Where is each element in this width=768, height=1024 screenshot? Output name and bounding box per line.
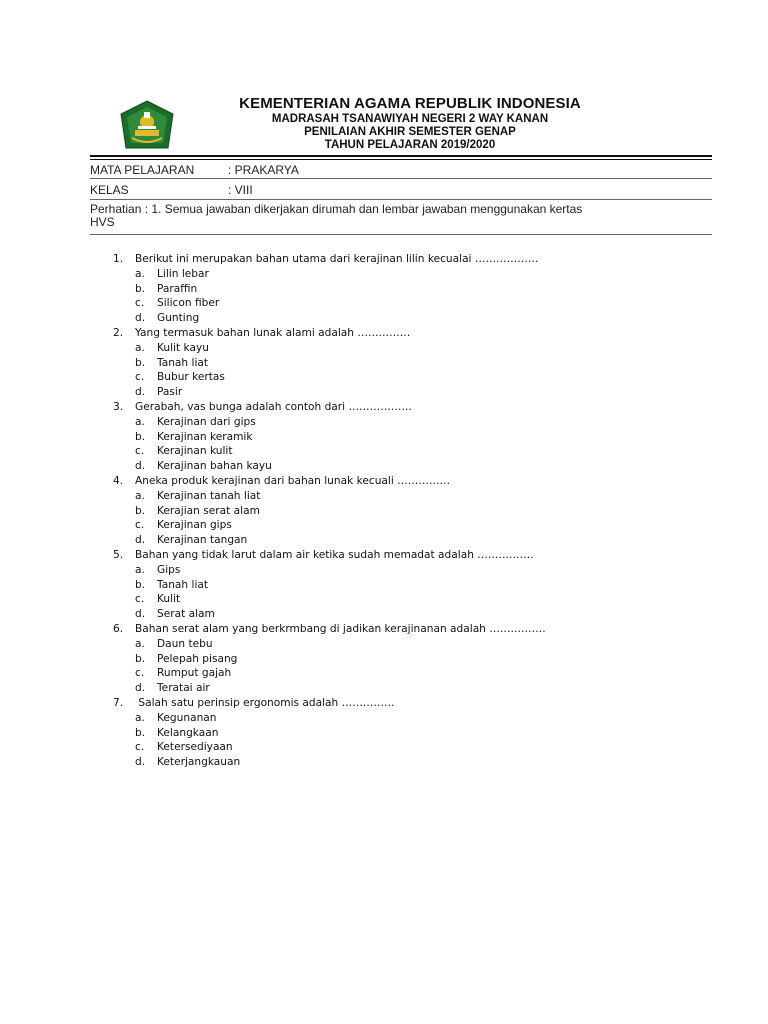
answer-option [113,533,546,548]
question-6 [113,622,546,637]
option-text: Kerajinan dari gips [157,415,256,428]
answer-option [113,385,546,400]
option-letter: b. [135,578,146,591]
option-text: Gips [157,563,181,576]
option-text: Keterjangkauan [157,756,241,769]
question-number: 1. [113,253,124,265]
answer-option [113,504,546,519]
class-value: : VIII [228,183,253,197]
answer-option [113,563,546,578]
option-text: Daun tebu [157,637,213,650]
answer-option [113,740,546,755]
question-text: Bahan serat alam yang berkrmbang di jadikan kerajinanan adalah ……………. [135,622,546,635]
option-text: Lilin lebar [157,267,209,280]
option-text: Serat alam [157,608,215,621]
option-text: Rumput gajah [157,667,232,680]
exam-title: PENILAIAN AKHIR SEMESTER GENAP [304,126,516,138]
question-5 [113,548,546,563]
answer-option [113,681,546,696]
option-letter: c. [135,667,145,680]
question-3 [113,400,546,415]
option-letter: d. [135,756,146,769]
option-text: Kerajinan gips [157,519,232,532]
option-letter: c. [135,593,145,606]
answer-option [113,578,546,593]
answer-option [113,370,546,385]
option-letter: b. [135,652,146,665]
question-number: 2. [113,326,124,339]
option-letter: a. [135,637,145,650]
option-letter: a. [135,489,145,502]
question-4 [113,474,546,489]
question-1 [113,252,546,267]
option-text: Kerajinan bahan kayu [157,460,272,473]
answer-option [113,415,546,430]
answer-option [113,356,546,371]
info-divider-1 [90,178,712,179]
option-text: Paraffin [157,282,198,295]
option-letter: a. [135,341,145,354]
option-letter: d. [135,534,146,547]
option-text: Tanah liat [157,356,209,369]
option-letter: d. [135,682,146,695]
option-text: Gunting [157,312,200,325]
notice [90,203,690,229]
option-text: Teratai air [157,682,210,695]
option-text: Kulit kayu [157,341,209,354]
answer-option [113,726,546,741]
info-divider-2 [90,199,712,200]
answer-option [113,282,546,297]
option-letter: a. [135,711,145,724]
answer-option [113,652,546,667]
option-letter: c. [135,741,145,754]
question-text: Berikut ini merupakan bahan utama dari kerajinan lilin kecualai ……………… [135,253,539,265]
header-divider-thin [90,159,712,160]
question-number: 7. [113,696,124,709]
answer-option [113,311,546,326]
notice-divider [90,234,712,235]
subject-value: : PRAKARYA [228,163,299,177]
answer-option [113,444,546,459]
option-letter: c. [135,297,145,310]
option-letter: b. [135,430,146,443]
option-letter: c. [135,445,145,458]
option-letter: a. [135,563,145,576]
option-text: Tanah liat [157,578,209,591]
question-number: 3. [113,400,124,413]
option-text: Kerajian serat alam [157,504,260,517]
ministry-title: KEMENTERIAN AGAMA REPUBLIK INDONESIA [239,95,581,112]
question-list [113,252,546,770]
question-text: Aneka produk kerajinan dari bahan lunak kecuali …………… [135,474,451,487]
option-text: Bubur kertas [157,371,225,384]
answer-option [113,711,546,726]
question-text: Gerabah, vas bunga adalah contoh dari ……………… [135,400,413,413]
option-letter: b. [135,726,146,739]
option-letter: d. [135,312,146,325]
option-text: Pasir [157,386,183,399]
class-row [90,183,253,197]
notice-line-1: Perhatian : 1. Semua jawaban dikerjakan dirumah dan lembar jawaban menggunakan kertas [90,202,583,216]
question-number: 5. [113,548,124,561]
answer-option [113,666,546,681]
subject-row [90,163,299,177]
answer-option [113,430,546,445]
class-label: KELAS [90,183,129,197]
question-number: 4. [113,474,124,487]
answer-option [113,518,546,533]
option-text: Kegunanan [157,711,217,724]
answer-option [113,341,546,356]
answer-option [113,637,546,652]
answer-option [113,459,546,474]
answer-option [113,296,546,311]
question-text: Yang termasuk bahan lunak alami adalah …………… [135,326,411,339]
answer-option [113,607,546,622]
header-divider-thick [90,155,712,157]
document-header [160,94,660,152]
answer-option [113,267,546,282]
option-text: Kerajinan tanah liat [157,489,261,502]
option-text: Kulit [157,593,181,606]
question-text: Salah satu perinsip ergonomis adalah …………… [135,696,395,709]
notice-line-2: HVS [90,215,115,229]
question-number: 6. [113,622,124,635]
answer-option [113,489,546,504]
option-text: Silicon fiber [157,297,220,310]
option-text: Kerajinan keramik [157,430,253,443]
option-letter: b. [135,356,146,369]
option-text: Kerajinan kulit [157,445,233,458]
option-letter: b. [135,282,146,295]
option-letter: d. [135,608,146,621]
option-letter: d. [135,460,146,473]
option-letter: c. [135,519,145,532]
option-text: Pelepah pisang [157,652,238,665]
school-name: MADRASAH TSANAWIYAH NEGERI 2 WAY KANAN [271,113,549,125]
option-letter: a. [135,415,145,428]
option-text: Kerajinan tangan [157,534,248,547]
answer-option [113,755,546,770]
question-text: Bahan yang tidak larut dalam air ketika sudah memadat adalah ……………. [135,548,534,561]
option-letter: c. [135,371,145,384]
question-2 [113,326,546,341]
option-text: Kelangkaan [157,726,219,739]
subject-label: MATA PELAJARAN [90,163,195,177]
option-letter: a. [135,267,145,280]
option-text: Ketersediyaan [157,741,233,754]
question-7 [113,696,546,711]
school-year: TAHUN PELAJARAN 2019/2020 [324,139,496,151]
option-letter: b. [135,504,146,517]
option-letter: d. [135,386,146,399]
answer-option [113,592,546,607]
